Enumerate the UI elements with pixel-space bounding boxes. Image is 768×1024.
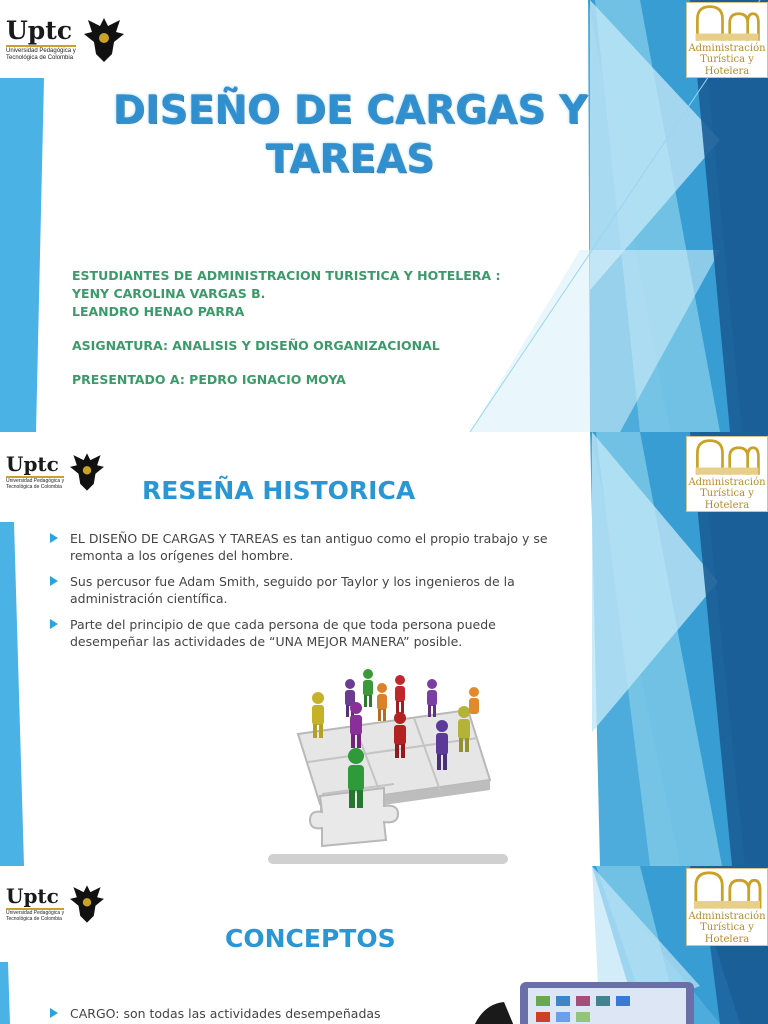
slide-title <box>0 0 768 432</box>
slide-conceptos <box>0 866 768 1024</box>
subject-line: ASIGNATURA: ANALISIS Y DISEÑO ORGANIZACIONAL <box>72 338 440 353</box>
uptc-logo-sub2: Tecnológica de Colombia <box>6 915 62 922</box>
section-title: RESEÑA HISTORICA <box>142 476 416 505</box>
uptc-logo <box>6 450 106 494</box>
uptc-logo-word: Uptc <box>6 16 73 46</box>
uptc-logo-word: Uptc <box>6 883 59 908</box>
bullet-text: Sus percusor fue Adam Smith, seguido por Taylor y los ingenieros de la administración científica. <box>70 574 515 606</box>
uptc-logo-word: Uptc <box>6 451 59 476</box>
eagle-crest-icon <box>68 882 106 926</box>
section-title: CONCEPTOS <box>225 924 396 953</box>
person-orange2-icon <box>469 687 479 714</box>
bullet-text: CARGO: son todas las actividades desempeñadas <box>70 1006 381 1021</box>
arches-icon <box>690 869 764 911</box>
arches-icon <box>690 3 764 43</box>
eagle-crest-icon <box>68 450 106 494</box>
arches-icon <box>690 437 764 477</box>
students-heading: ESTUDIANTES DE ADMINISTRACION TURISTICA Y HOTELERA : <box>72 268 501 283</box>
computer-illustration <box>474 974 694 1024</box>
administracion-logo <box>686 2 768 78</box>
uptc-logo-sub2: Tecnológica de Colombia <box>6 483 62 490</box>
list-item <box>48 1005 548 1022</box>
title-line-1: DISEÑO DE CARGAS Y <box>112 88 588 133</box>
list-item <box>48 616 548 650</box>
administracion-logo-line2: Turística y Hotelera <box>700 922 754 945</box>
title-line-2: TAREAS <box>265 137 435 182</box>
administracion-logo-line1: Administración <box>688 476 766 488</box>
uptc-logo <box>6 882 106 926</box>
administracion-logo-line2: Turística y Hotelera <box>700 54 754 77</box>
people-puzzle-illustration <box>264 664 512 864</box>
administracion-logo <box>686 436 768 512</box>
bullet-arrow-icon <box>50 576 58 586</box>
uptc-logo <box>6 14 126 66</box>
bullet-list <box>48 530 548 659</box>
uptc-logo-sub1: Universidad Pedagógica y <box>6 477 65 484</box>
administracion-logo-line1: Administración <box>688 42 766 54</box>
students-block <box>72 267 500 321</box>
slide-resena-historica <box>0 432 768 866</box>
bullet-text: Parte del principio de que cada persona de que toda persona puede desempeñar las actividades de “UNA MEJOR MANERA” posible. <box>70 617 496 649</box>
presented-to-line: PRESENTADO A: PEDRO IGNACIO MOYA <box>72 372 346 387</box>
student-name-1: YENY CAROLINA VARGAS B. <box>72 286 266 301</box>
bullet-arrow-icon <box>50 619 58 629</box>
uptc-logo-sub2: Tecnológica de Colombia <box>6 55 74 61</box>
student-name-2: LEANDRO HENAO PARRA <box>72 304 245 319</box>
bullet-text: EL DISEÑO DE CARGAS Y TAREAS es tan antiguo como el propio trabajo y se remonta a los orígenes del hombre. <box>70 531 548 563</box>
list-item <box>48 573 548 607</box>
uptc-logo-sub1: Universidad Pedagógica y <box>6 45 76 55</box>
bullet-list <box>48 1005 548 1024</box>
uptc-logo-sub1: Universidad Pedagógica y <box>6 909 65 916</box>
bullet-arrow-icon <box>50 1008 58 1018</box>
administracion-logo-line1: Administración <box>688 910 766 922</box>
bullet-arrow-icon <box>50 533 58 543</box>
administracion-logo <box>686 868 768 946</box>
list-item <box>48 530 548 564</box>
eagle-crest-icon <box>82 14 126 66</box>
administracion-logo-line2: Turística y Hotelera <box>700 488 754 511</box>
page-title <box>0 86 700 184</box>
